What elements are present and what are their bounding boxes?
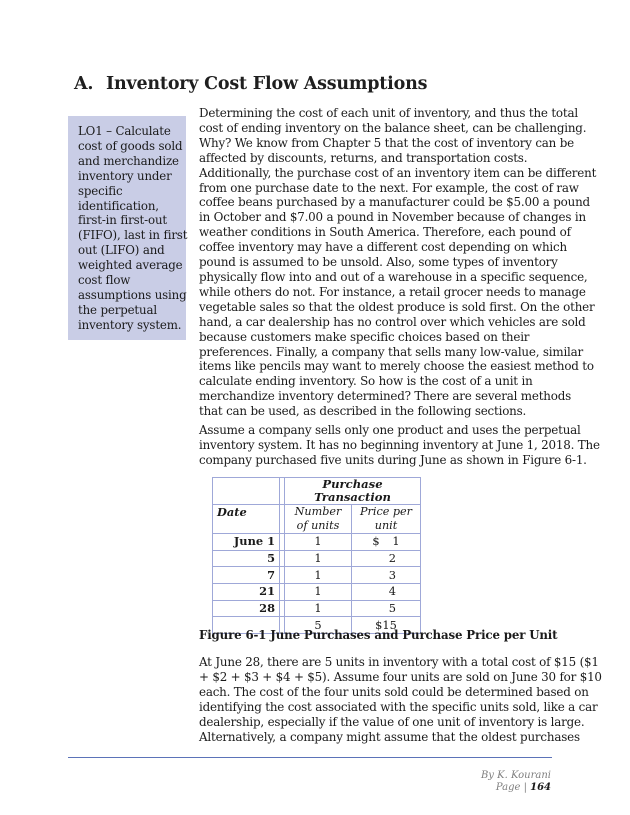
analysis-paragraph (199, 655, 602, 744)
text-line: weather conditions in South America. Therefore, each pound of (199, 225, 571, 240)
units-cell: 1 (285, 534, 352, 551)
text-line: because customers make specific choices based on their (199, 329, 530, 344)
price-cell (352, 534, 421, 551)
learning-objective-line: the perpetual (78, 302, 157, 317)
table-row (213, 534, 421, 551)
footer-author: By K. Kourani (480, 770, 551, 781)
footer-rule (68, 757, 552, 758)
learning-objective-line: assumptions using (78, 287, 187, 302)
text-line: from one purchase date to the next. For example, the cost of raw (199, 180, 579, 195)
purchase-table (212, 477, 421, 634)
learning-objective-line: cost of goods sold (78, 138, 183, 153)
text-line: dealership, especially if the value of one unit of inventory is large. (199, 714, 585, 729)
text-line: Alternatively, a company might assume that the oldest purchases (199, 729, 580, 744)
learning-objective-line: inventory system. (78, 317, 182, 332)
example-paragraph (199, 423, 600, 468)
date-cell: June 1 (213, 534, 280, 551)
text-line: physically flow into and out of a warehouse in a specific sequence, (199, 269, 588, 284)
date-header: Date (213, 505, 280, 534)
text-line: each. The cost of the four units sold could be determined based on (199, 684, 589, 699)
section-title: Inventory Cost Flow Assumptions (106, 74, 428, 94)
learning-objective-line: and merchandize (78, 153, 179, 168)
date-cell: 5 (213, 550, 280, 567)
learning-objective-line: identification, (78, 198, 159, 213)
text-line: merchandize inventory determined? There are several methods (199, 389, 572, 404)
text-line: preferences. Finally, a company that sells many low-value, similar (199, 344, 584, 359)
units-cell: 1 (285, 567, 352, 584)
learning-objective-line: out (LIFO) and (78, 243, 165, 258)
units-cell: 1 (285, 550, 352, 567)
table-subheader-row (213, 505, 421, 534)
date-cell: 21 (213, 584, 280, 601)
learning-objective-box (68, 116, 186, 340)
units-cell: 1 (285, 600, 352, 617)
price-value: 3 (388, 567, 396, 582)
footer-page (496, 782, 551, 793)
text-line: At June 28, there are 5 units in inventory with a total cost of $15 ($1 (199, 655, 599, 669)
currency-symbol: $ (372, 534, 380, 549)
price-value: 4 (388, 584, 396, 599)
text-line: company purchased five units during June as shown in Figure 6-1. (199, 452, 587, 467)
table-row (213, 550, 421, 567)
units-header: Number of units (285, 505, 352, 534)
total-price-cell: $15 (352, 617, 421, 634)
price-cell (352, 600, 421, 617)
price-value: 1 (392, 534, 400, 549)
text-line: calculate ending inventory. So how is the cost of a unit in (199, 374, 533, 389)
section-heading (74, 74, 427, 94)
learning-objective-line: LO1 – Calculate (78, 124, 171, 138)
price-cell (352, 550, 421, 567)
table-row (213, 567, 421, 584)
section-number: A. (74, 74, 94, 94)
price-value: 2 (388, 551, 396, 566)
text-line: Additionally, the purchase cost of an inventory item can be different (199, 165, 597, 180)
price-value: 5 (388, 601, 396, 616)
text-line: coffee inventory may have a different cost depending on which (199, 240, 567, 255)
learning-objective-line: (FIFO), last in first (78, 228, 188, 243)
text-line: Why? We know from Chapter 5 that the cost of inventory can be (199, 135, 574, 150)
price-cell (352, 584, 421, 601)
text-line: + $2 + $3 + $4 + $5). Assume four units are sold on June 30 for $10 (199, 669, 602, 684)
text-line: coffee beans purchased by a manufacturer could be $5.00 a pound (199, 195, 590, 210)
learning-objective-line: specific (78, 183, 123, 198)
group-header: Purchase Transaction (285, 478, 421, 505)
page-number: 164 (530, 782, 551, 793)
learning-objective-line: cost flow (78, 273, 131, 288)
date-cell: 28 (213, 600, 280, 617)
text-line: while others do not. For instance, a retail grocer needs to manage (199, 284, 586, 299)
table-row (213, 584, 421, 601)
text-line: affected by discounts, returns, and transportation costs. (199, 150, 528, 165)
table-header-row (213, 478, 421, 505)
text-line: hand, a car dealership has no control over which vehicles are sold (199, 314, 586, 329)
text-line: in October and $7.00 a pound in November because of changes in (199, 210, 586, 225)
date-cell: 7 (213, 567, 280, 584)
learning-objective-line: first-in first-out (78, 213, 167, 228)
learning-objective-line: inventory under (78, 168, 172, 183)
price-cell (352, 567, 421, 584)
table-row (213, 600, 421, 617)
text-line: vegetable sales so that the oldest produce is sold first. On the other (199, 299, 595, 314)
total-units-cell: 5 (285, 617, 352, 634)
figure-caption: Figure 6-1 June Purchases and Purchase Price per Unit (199, 628, 558, 642)
units-cell: 1 (285, 584, 352, 601)
text-line: Determining the cost of each unit of inventory, and thus the total (199, 106, 578, 120)
text-line: that can be used, as described in the following sections. (199, 404, 527, 419)
text-line: Assume a company sells only one product and uses the perpetual (199, 423, 581, 437)
text-line: pound is assumed to be unsold. Also, some types of inventory (199, 255, 558, 270)
text-line: identifying the cost associated with the specific units sold, like a car (199, 699, 598, 714)
learning-objective-line: weighted average (78, 258, 183, 273)
price-header: Price per unit (352, 505, 421, 534)
text-line: items like pencils may want to merely choose the easiest method to (199, 359, 594, 374)
intro-paragraph (199, 106, 597, 419)
text-line: cost of ending inventory on the balance sheet, can be challenging. (199, 120, 587, 135)
text-line: inventory system. It has no beginning inventory at June 1, 2018. The (199, 437, 600, 452)
table-corner-cell (213, 478, 280, 505)
page-label: Page | (495, 782, 527, 793)
